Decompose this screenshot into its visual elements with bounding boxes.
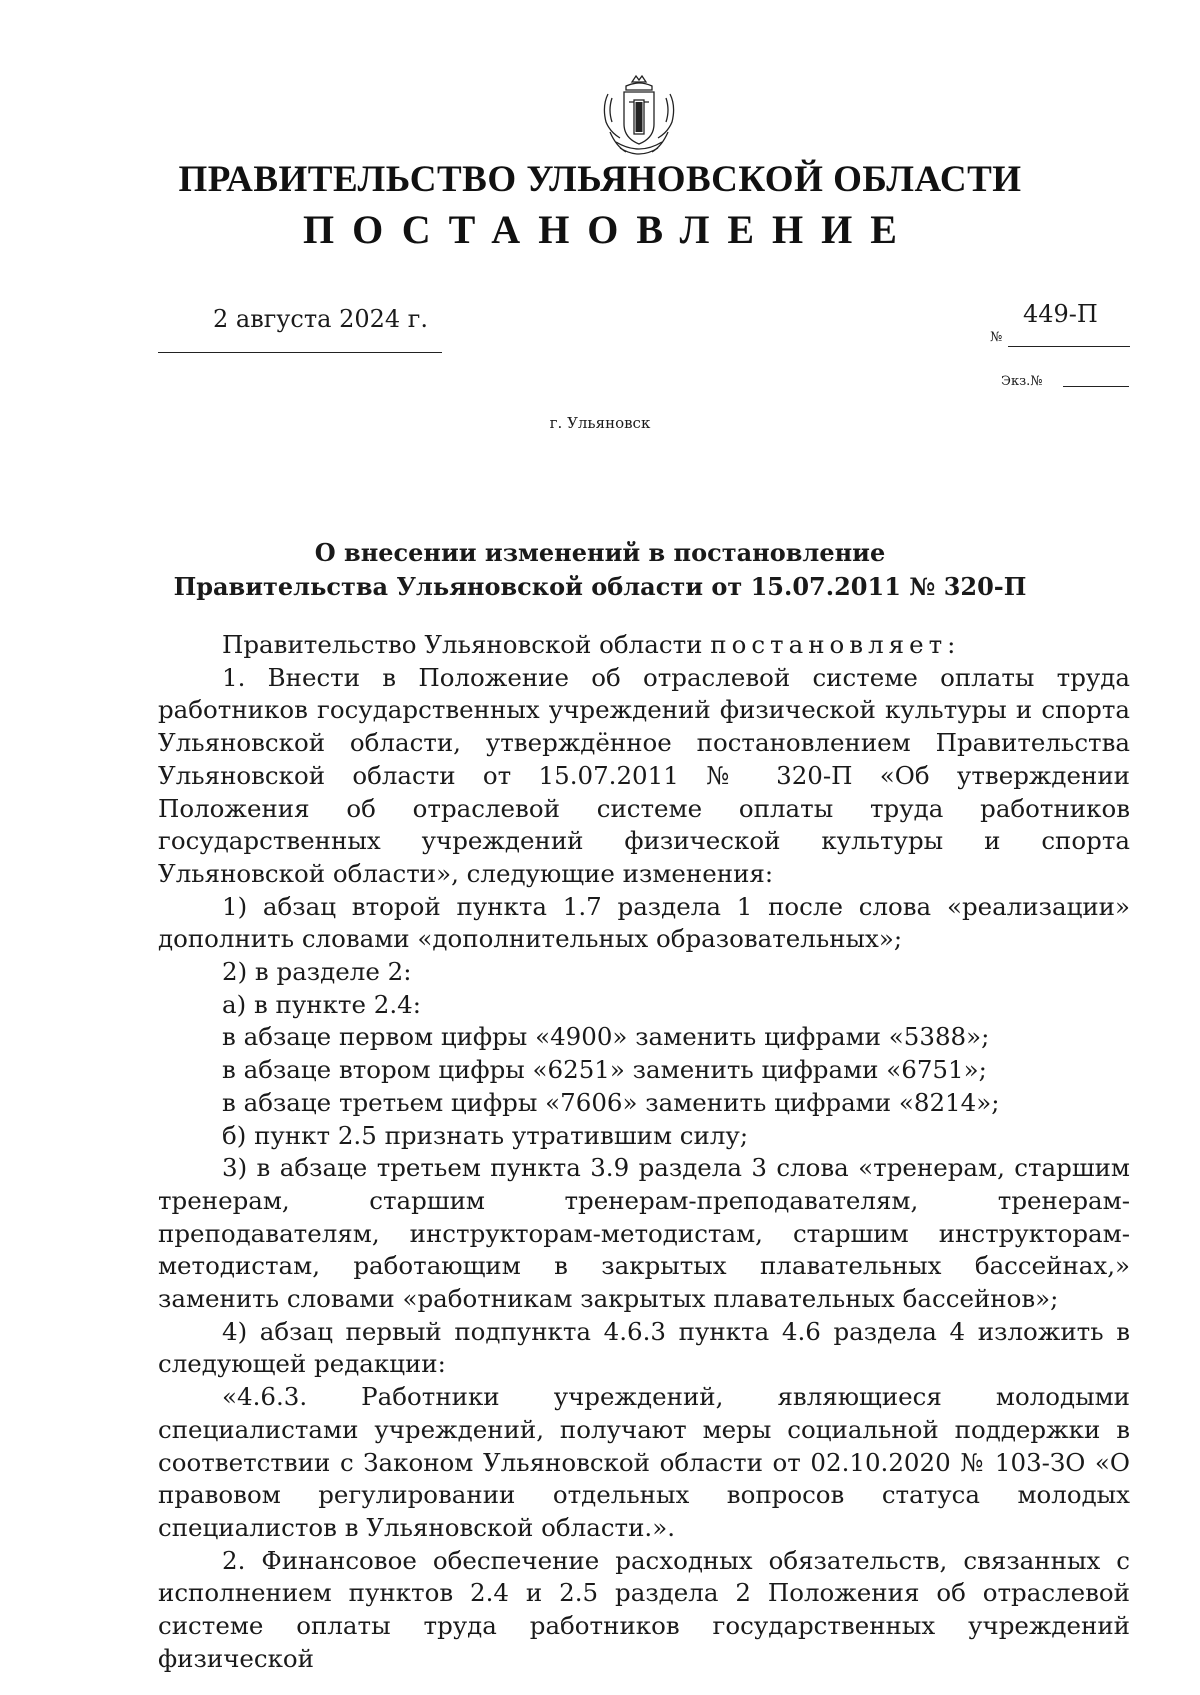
number-underline: [1008, 346, 1130, 347]
intro-suffix: :: [947, 630, 956, 659]
city: г. Ульяновск: [549, 414, 651, 432]
coat-of-arms-emblem: [596, 72, 682, 164]
document-date: 2 августа 2024 г.: [213, 305, 428, 333]
document-body: [158, 629, 1130, 1676]
title-line-2: Правительства Ульяновской области от 15.07.2011 № 320-П: [173, 572, 1027, 601]
paragraph-1-2-b: б) пункт 2.5 признать утратившим силу;: [222, 1120, 749, 1150]
paragraph-1-2: 2) в разделе 2:: [222, 957, 412, 987]
number-sign: №: [990, 330, 1003, 345]
document-type: ПОСТАНОВЛЕНИЕ: [303, 207, 915, 252]
paragraph-1-2-a-3: в абзаце третьем цифры «7606» заменить цифрами «8214»;: [222, 1087, 1000, 1117]
paragraph-1: 1. Внести в Положение об отраслевой системе оплаты труда работников государственных учреждений физической культуры и спорта Ульяновской области, утверждённое постановлением Правительства Ульяновской области от 15.07.2011 № 320-П «Об утверждении Положения об отраслевой системе оплаты труда работников государственных учреждений физической культуры и спорта Ульяновской области», следующие изменения:: [158, 662, 1130, 888]
document-title: [0, 536, 1200, 604]
paragraph-1-3: 3) в абзаце третьем пункта 3.9 раздела 3 слова «тренерам, старшим тренерам, старшим тренерам-преподавателям, тренерам-преподавателям, инструкторам-методистам, старшим инструкторам-методистам, работающим в закрытых плавательных бассейнах,» заменить словами «работникам закрытых плавательных бассейнов»;: [158, 1153, 1130, 1314]
intro-spaced-verb: постановляет: [710, 630, 948, 659]
paragraph-1-2-a: а) в пункте 2.4:: [222, 989, 421, 1019]
intro-prefix: Правительство Ульяновской области: [222, 630, 711, 659]
paragraph-1-2-a-1: в абзаце первом цифры «4900» заменить цифрами «5388»;: [222, 1022, 990, 1052]
paragraph-1-1: 1) абзац второй пункта 1.7 раздела 1 после слова «реализации» дополнить словами «дополнительных образовательных»;: [158, 891, 1130, 954]
document-number: 449-П: [1023, 300, 1098, 328]
paragraph-1-4: 4) абзац первый подпункта 4.6.3 пункта 4.6 раздела 4 изложить в следующей редакции:: [158, 1316, 1130, 1379]
organization-name: ПРАВИТЕЛЬСТВО УЛЬЯНОВСКОЙ ОБЛАСТИ: [178, 159, 1022, 200]
copy-number-label: Экз.№: [1001, 374, 1043, 389]
paragraph-2: 2. Финансовое обеспечение расходных обязательств, связанных с исполнением пунктов 2.4 и 2.5 раздела 2 Положения об отраслевой системе оплаты труда работников государственных учреждений физической: [158, 1545, 1130, 1673]
date-underline: [158, 352, 442, 353]
paragraph-1-4-quote: «4.6.3. Работники учреждений, являющиеся молодыми специалистами учреждений, получают меры социальной поддержки в соответствии с Законом Ульяновской области от 02.10.2020 № 103-ЗО «О правовом регулировании отдельных вопросов статуса молодых специалистов в Ульяновской области.».: [158, 1382, 1130, 1542]
intro-paragraph: [158, 629, 1130, 662]
paragraph-1-2-a-2: в абзаце втором цифры «6251» заменить цифрами «6751»;: [222, 1055, 987, 1085]
copy-number-underline: [1063, 386, 1129, 387]
title-line-1: О внесении изменений в постановление: [314, 538, 886, 567]
